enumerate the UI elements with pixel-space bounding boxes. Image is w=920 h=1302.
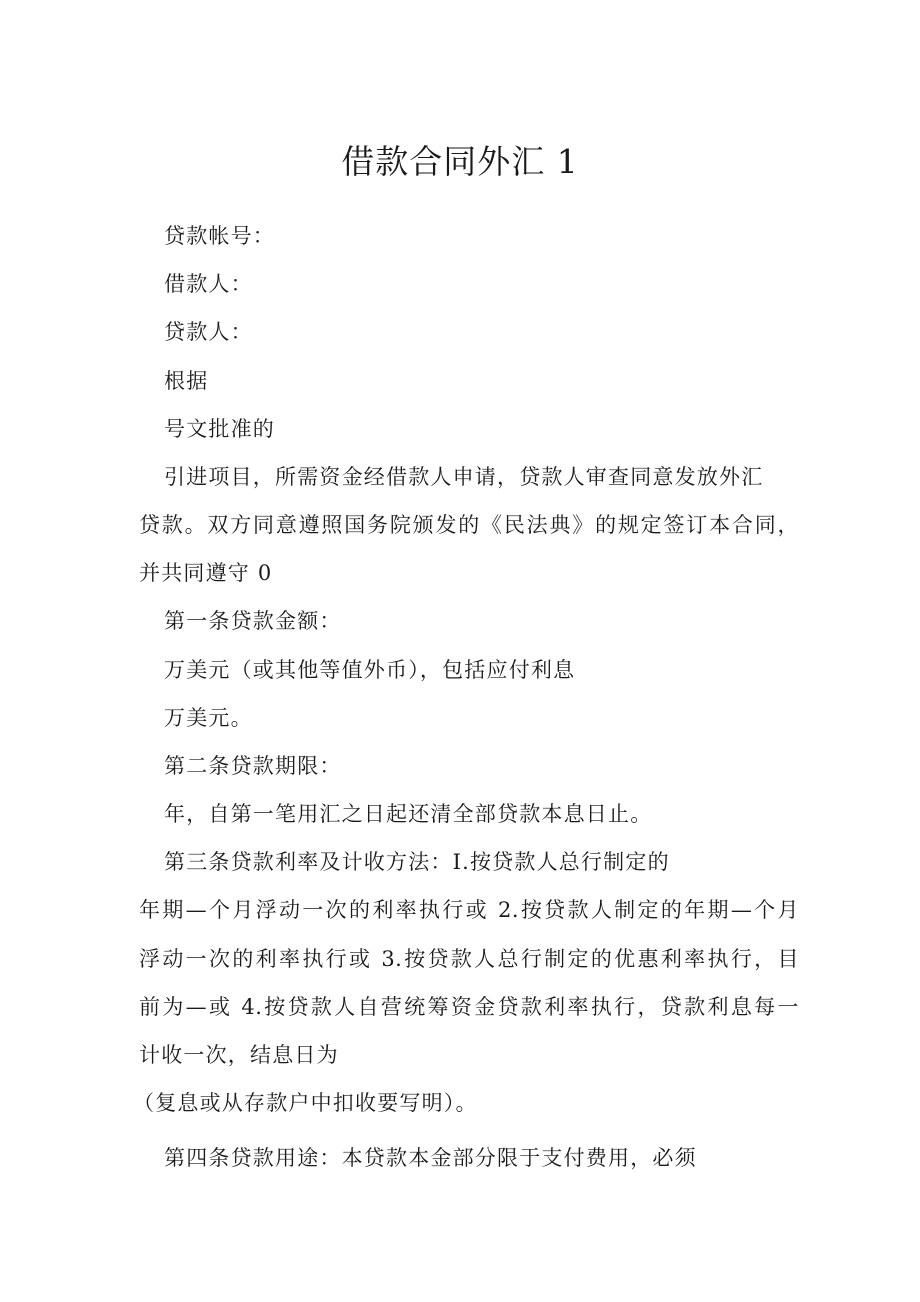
- text-line-interest-date: 计收一次，结息日为: [139, 1043, 339, 1067]
- text-line-borrower: 借款人：: [164, 272, 253, 296]
- text-line-rate-2: 浮动一次的利率执行或 3.按贷款人总行制定的优惠利率执行，目: [139, 947, 799, 971]
- text-line-approval: 号文批准的: [164, 417, 275, 441]
- text-line-term: 年，自第一笔用汇之日起还清全部贷款本息日止。: [164, 802, 653, 826]
- text-line-loan-account: 贷款帐号：: [164, 224, 275, 248]
- text-line-lender: 贷款人：: [164, 320, 253, 344]
- document-title: 借款合同外汇 1: [341, 142, 579, 181]
- text-line-agreement: 贷款。双方同意遵照国务院颁发的《民法典》的规定签订本合同，: [139, 513, 799, 537]
- article-4-heading: 第四条贷款用途：本贷款本金部分限于支付费用，必须: [164, 1146, 697, 1170]
- article-1-heading: 第一条贷款金额：: [164, 609, 342, 633]
- text-line-amount: 万美元（或其他等值外币），包括应付利息: [164, 658, 576, 682]
- text-line-compound-note: （复息或从存款户中扣收要写明）。: [133, 1091, 478, 1115]
- article-2-heading: 第二条贷款期限：: [164, 754, 342, 778]
- text-line-according: 根据: [164, 369, 209, 393]
- text-line-rate-3: 前为—或 4.按贷款人自营统筹资金贷款利率执行，贷款利息每一: [139, 995, 799, 1019]
- text-line-rate-1: 年期—个月浮动一次的利率执行或 2.按贷款人制定的年期—个月: [139, 898, 799, 922]
- text-line-project: 引进项目，所需资金经借款人申请，贷款人审查同意发放外汇: [164, 465, 764, 489]
- article-3-heading: 第三条贷款利率及计收方法：I.按贷款人总行制定的: [164, 850, 670, 874]
- text-line-amount-interest: 万美元。: [164, 706, 253, 730]
- text-line-comply: 并共同遵守 0: [139, 561, 273, 585]
